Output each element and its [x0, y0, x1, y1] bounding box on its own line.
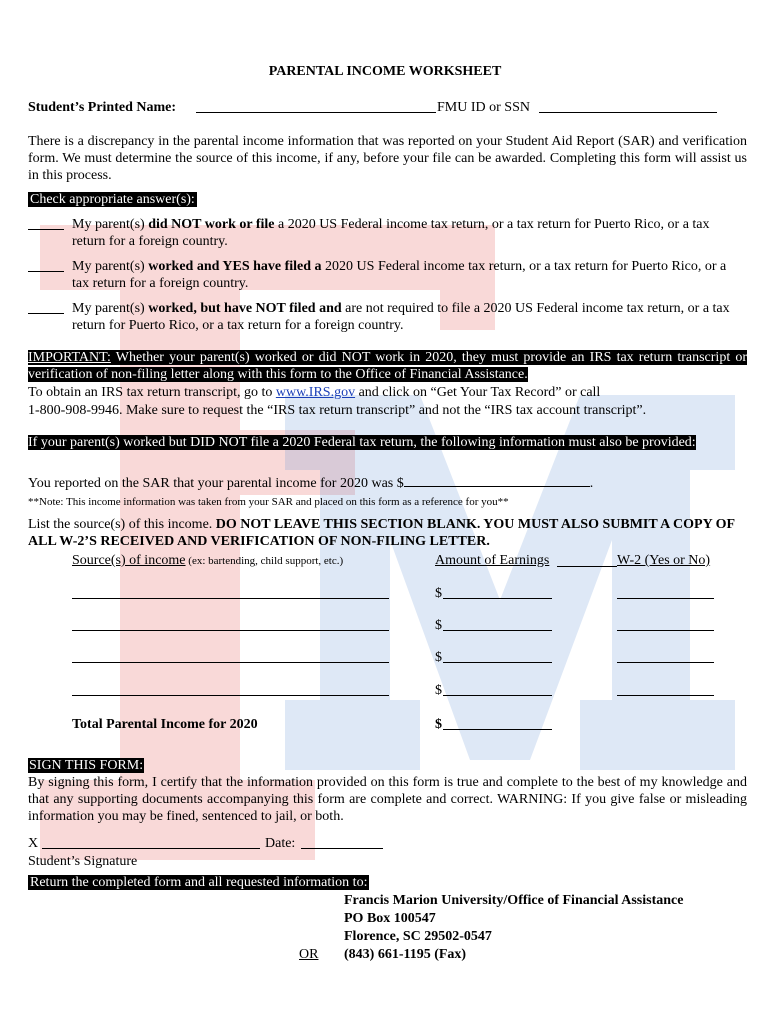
worked-not-filed-notice	[28, 434, 747, 451]
dollar-sign: $	[435, 586, 442, 601]
sar-note: **Note: This income information was taken from your SAR and placed on this form as a reference for you**	[28, 496, 509, 508]
important-text: Whether your parent(s) worked or did NOT work in 2020, they must provide an IRS tax return transcript or verification of non-filing letter along with this form to the Office of Financial Assistance.	[28, 350, 747, 382]
total-dollar-sign: $	[435, 717, 442, 732]
irs-transcript-instructions	[28, 384, 747, 401]
option-bold-text: did NOT work or file	[148, 217, 275, 232]
worked-not-filed-text: If your parent(s) worked but DID NOT file a 2020 Federal tax return, the following information must also be provided:	[28, 435, 696, 450]
sar-income-period: .	[589, 476, 594, 491]
fmu-id-label: FMU ID or SSN	[437, 100, 530, 115]
income-amount-field[interactable]	[443, 598, 552, 599]
address-line-2: PO Box 100547	[344, 911, 436, 926]
sar-income-line	[28, 474, 593, 492]
income-source-field[interactable]	[72, 630, 389, 631]
income-w2-field[interactable]	[617, 695, 714, 696]
address-line-3: Florence, SC 29502-0547	[344, 929, 492, 944]
important-label: IMPORTANT:	[28, 350, 111, 365]
option-did-not-work	[28, 216, 744, 250]
option-1-checkbox-line[interactable]	[28, 229, 64, 230]
income-source-field[interactable]	[72, 695, 389, 696]
sign-form-header: SIGN THIS FORM:	[29, 758, 144, 773]
list-sources-text: List the source(s) of this income.	[28, 517, 216, 532]
irs-link[interactable]: www.IRS.gov	[275, 385, 356, 400]
dollar-sign: $	[435, 650, 442, 665]
certification-text: By signing this form, I certify that the information provided on this form is true and complete to the best of my knowledge and that any supporting documents accompanying this form are complete and correct. WARNING: If you give false or misleading information you may be fined, sentenced to jail, or both.	[28, 775, 747, 824]
source-header-example: (ex: bartending, child support, etc.)	[185, 555, 344, 567]
header-underline-gap	[557, 566, 617, 567]
income-amount-field[interactable]	[443, 662, 552, 663]
student-name-field[interactable]	[196, 112, 436, 113]
source-header-label: Source(s) of income	[72, 553, 186, 568]
option-text: My parent(s)	[72, 217, 149, 232]
student-name-label: Student’s Printed Name:	[28, 100, 177, 115]
total-income-label: Total Parental Income for 2020	[72, 717, 258, 732]
income-w2-field[interactable]	[617, 630, 714, 631]
column-header-w2: W-2 (Yes or No)	[617, 553, 711, 568]
important-notice	[28, 349, 747, 383]
intro-paragraph: There is a discrepancy in the parental income information that was reported on your Student Aid Report (SAR) and verification form. We must determine the source of this income, if any, before your file can be awarded. Completing this form will assist us in this process.	[28, 134, 747, 183]
signature-field[interactable]	[42, 848, 260, 849]
dollar-sign: $	[435, 683, 442, 698]
total-income-field[interactable]	[443, 729, 552, 730]
income-source-field[interactable]	[72, 598, 389, 599]
address-line-1: Francis Marion University/Office of Financial Assistance	[344, 893, 684, 908]
sar-income-text: You reported on the SAR that your parental income for 2020 was $	[28, 476, 404, 491]
dollar-sign: $	[435, 618, 442, 633]
income-w2-field[interactable]	[617, 598, 714, 599]
list-sources-instructions	[28, 516, 747, 550]
option-bold-text: worked, but have NOT filed and	[148, 301, 342, 316]
page-title: PARENTAL INCOME WORKSHEET	[268, 64, 502, 79]
check-answers-header: Check appropriate answer(s):	[30, 192, 195, 207]
income-amount-field[interactable]	[443, 695, 552, 696]
option-text: a 2020 US Federal income tax return, or a tax return for Puerto Rico, or a tax return for a foreign country.	[72, 217, 710, 249]
sar-income-field[interactable]	[404, 474, 590, 487]
option-worked-not-filed	[28, 300, 744, 334]
return-header: Return the completed form and all requested information to:	[30, 875, 368, 890]
date-label: Date:	[265, 836, 296, 851]
irs-instructions-text: To obtain an IRS tax return transcript, go to	[28, 385, 276, 400]
option-2-checkbox-line[interactable]	[28, 271, 64, 272]
option-text: 2020 US Federal income tax return, or a tax return for Puerto Rico, or a tax return for a foreign country.	[72, 259, 727, 291]
irs-phone-line: 1-800-908-9946. Make sure to request the “IRS tax return transcript” and not the “IRS tax account transcript”.	[28, 403, 647, 418]
option-text: are not required to file a 2020 US Federal income tax return, or a tax return for Puerto Rico, or a tax return for a foreign country.	[72, 301, 730, 333]
column-header-amount: Amount of Earnings	[435, 553, 550, 568]
signature-caption: Student’s Signature	[28, 854, 138, 869]
income-w2-field[interactable]	[617, 662, 714, 663]
option-3-checkbox-line[interactable]	[28, 313, 64, 314]
or-label: OR	[299, 947, 319, 962]
income-amount-field[interactable]	[443, 630, 552, 631]
irs-instructions-text: and click on “Get Your Tax Record” or call	[355, 385, 601, 400]
option-bold-text: worked and YES have filed a	[148, 259, 322, 274]
option-worked-and-filed	[28, 258, 744, 292]
option-text: My parent(s)	[72, 301, 149, 316]
x-label: X	[28, 836, 39, 851]
list-sources-bold-text: DO NOT LEAVE THIS SECTION BLANK. YOU MUST ALSO SUBMIT A COPY OF ALL W-2’S RECEIVED AND VERIFICATION OF NON-FILING LETTER.	[28, 517, 735, 549]
fax-number: (843) 661-1195 (Fax)	[344, 947, 467, 962]
fmu-id-field[interactable]	[539, 112, 717, 113]
column-header-source	[72, 552, 343, 570]
income-source-field[interactable]	[72, 662, 389, 663]
option-text: My parent(s)	[72, 259, 149, 274]
date-field[interactable]	[301, 848, 383, 849]
